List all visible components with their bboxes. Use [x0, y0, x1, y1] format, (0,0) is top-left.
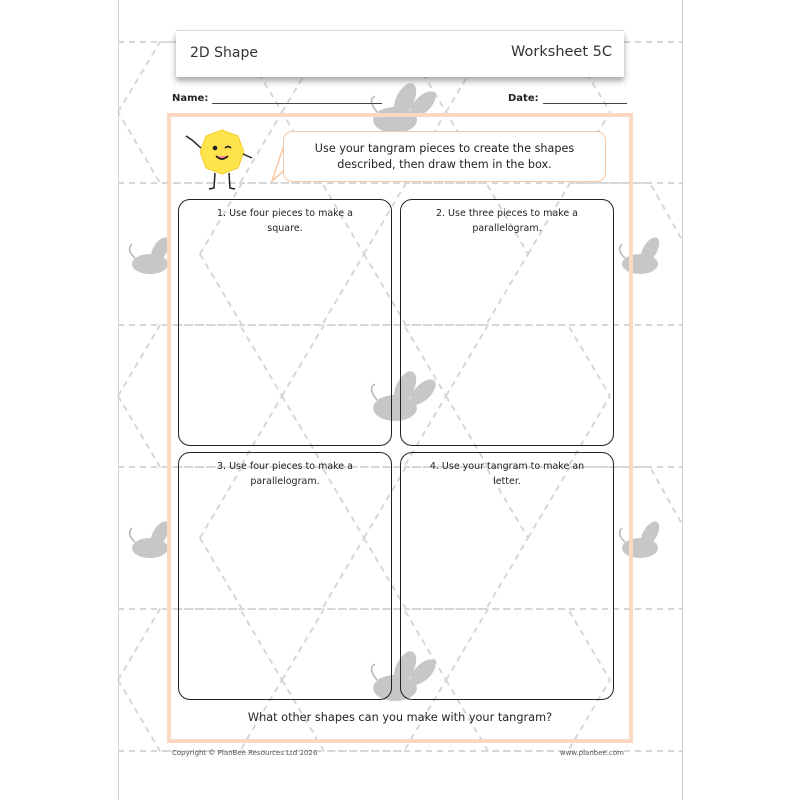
name-label: Name:: [172, 93, 209, 104]
drawing-box-4[interactable]: [400, 452, 614, 700]
website-link: www.planbee.com: [559, 749, 624, 757]
instruction-text: Use your tangram pieces to create the shapes described, then draw them in the box.: [314, 142, 575, 171]
page-title: 2D Shape: [190, 45, 258, 61]
date-line[interactable]: [543, 93, 627, 104]
task-label-4: 4. Use your tangram to make an letter.: [429, 461, 585, 487]
drawing-box-3[interactable]: [178, 452, 392, 700]
task-label-2: 2. Use three pieces to make a parallelogram.: [435, 208, 579, 234]
drawing-box-2[interactable]: [400, 199, 614, 446]
drawing-box-1[interactable]: [178, 199, 392, 446]
closing-question: What other shapes can you make with your tangram?: [247, 711, 553, 724]
copyright-text: Copyright © PlanBee Resources Ltd 2026: [172, 749, 318, 757]
task-label-1: 1. Use four pieces to make a square.: [217, 208, 353, 234]
yellow-heptagon-character-icon: [184, 128, 260, 194]
date-field[interactable]: [508, 93, 627, 104]
date-label: Date:: [508, 93, 539, 104]
worksheet-number: Worksheet 5C: [511, 44, 612, 60]
name-line[interactable]: [212, 93, 382, 104]
instruction-bubble: [283, 131, 606, 182]
task-label-3: 3. Use four pieces to make a parallelogram.: [217, 461, 353, 487]
name-field[interactable]: [172, 93, 382, 104]
worksheet-header: [176, 30, 624, 77]
